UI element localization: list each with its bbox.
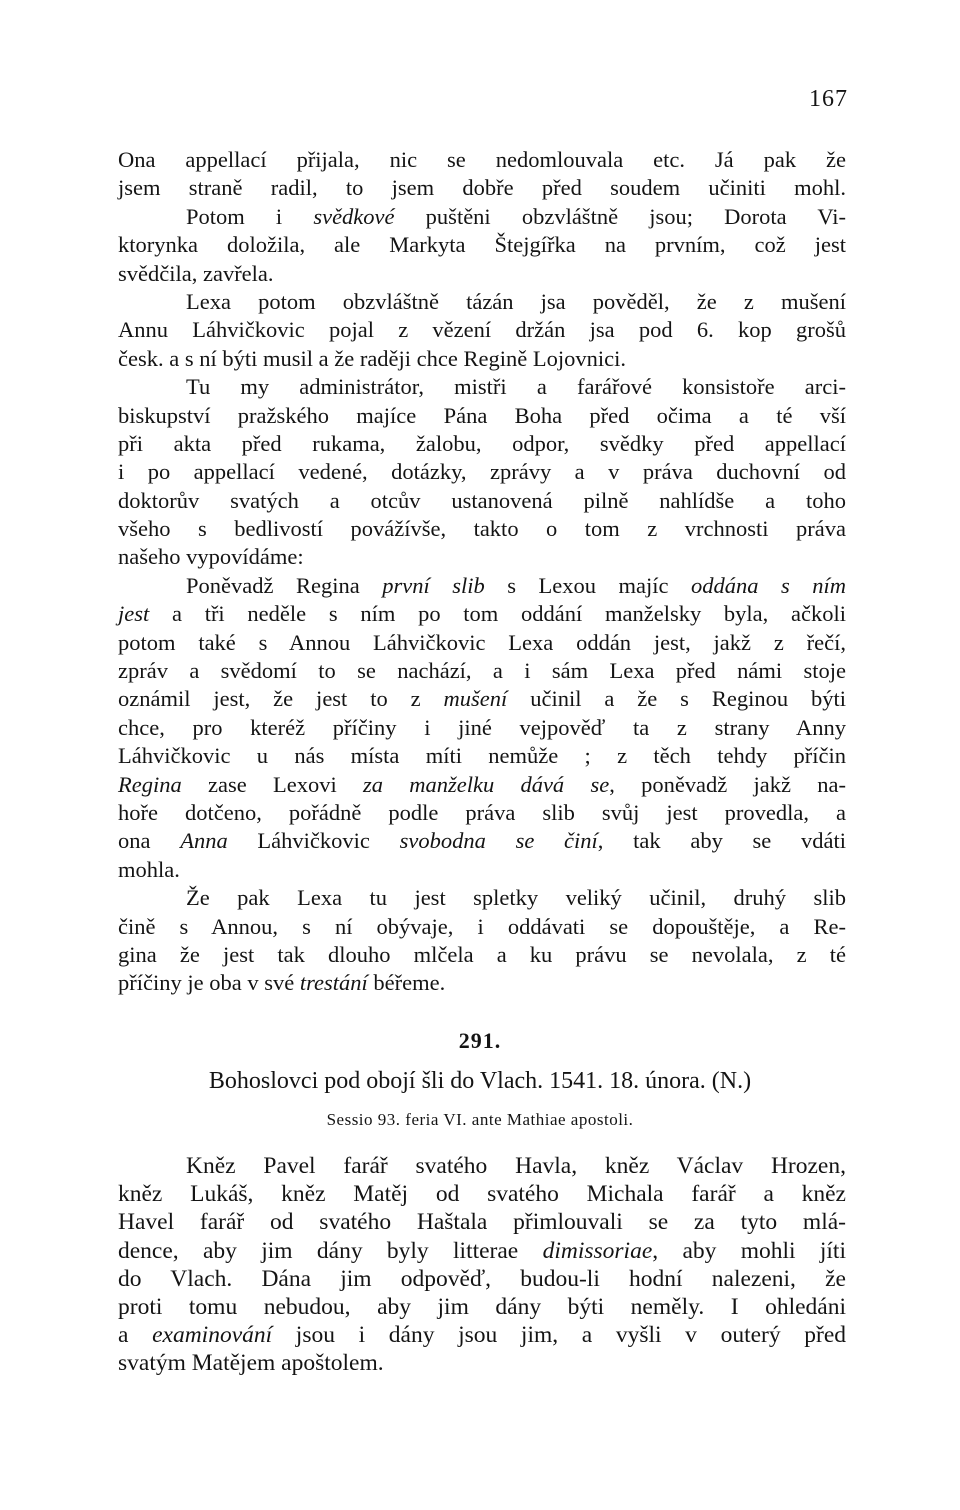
text-line: proti tomu nebudou, aby jim dány býti neměly. I ohledáni (118, 1293, 846, 1320)
text-line: příčiny je oba v své trestání béřeme. (118, 970, 446, 996)
text-line: chce, pro kteréž příčiny i jiné vejpověď ta z strany Anny (118, 714, 846, 740)
entry-text (118, 1152, 846, 1378)
text-line: všeho s bedlivostí povážívše, takto o tom z vrchnosti práva (118, 516, 846, 542)
text-line: našeho vypovídáme: (118, 544, 304, 570)
document-number: 291. (458, 1028, 502, 1053)
text-line: zpráv a svědomí to se nachází, a i sám Lexa před námi stoje (118, 658, 846, 684)
text-line: dence, aby jim dány byly litterae dimissoriae, aby mohli jíti (118, 1237, 846, 1264)
text-line: potom také s Annou Láhvičkovic Lexa oddán jest, jakž z řečí, (118, 629, 846, 655)
text-line: do Vlach. Dána jim odpověď, budou-li hodní nalezeni, že (118, 1265, 846, 1292)
text-line: čině s Annou, s ní obývaje, i oddávati se dopouštěje, a Re- (118, 913, 846, 939)
text-line: při akta před rukama, žalobu, odpor, svědky před appellací (118, 430, 846, 456)
text-line: jsem straně radil, to jsem dobře před soudem učiniti mohl. (118, 175, 846, 201)
text-line: a examinování jsou i dány jsou jim, a vyšli v outerý před (118, 1322, 846, 1349)
text-line: jest a tři neděle s ním po tom oddání manželsky byla, ačkoli (118, 601, 846, 627)
text-line: Havel farář od svatého Haštala přimlouvali se za tyto mlá- (118, 1209, 846, 1236)
text-line: Poněvadž Regina první slib s Lexou majíc oddána s ním (186, 572, 846, 598)
text-line: Že pak Lexa tu jest spletky veliký učinil, druhý slib (186, 885, 846, 911)
session-line: Sessio 93. feria VI. ante Mathiae apostoli. (326, 1110, 634, 1129)
text-line: česk. a s ní býti musil a že raději chce Regině Lojovnici. (118, 345, 626, 371)
page-number: 167 (809, 86, 848, 112)
text-line: svatým Matějem apoštolem. (118, 1350, 384, 1377)
text-line: ktorynka doložila, ale Markyta Štejgířka na prvním, což jest (118, 232, 846, 258)
text-line: mohla. (118, 856, 180, 882)
text-line: oznámil jest, že jest to z mušení učinil a že s Reginou býti (118, 686, 846, 712)
text-line: Láhvičkovic u nás místa míti nemůže ; z těch tehdy příčin (118, 743, 846, 769)
text-line: doktorův svatých a otcův ustanovená pilně nahlídše a toho (118, 487, 846, 513)
text-line: Lexa potom obzvláštně tázán jsa pověděl, že z mušení (186, 288, 846, 314)
text-line: kněz Lukáš, kněz Matěj od svatého Michala farář a kněz (118, 1181, 846, 1208)
text-line: gina že jest tak dlouho mlčela a ku právu se nevolala, z té (118, 941, 846, 967)
text-line: Ona appellací přijala, nic se nedomlouvala etc. Já pak že (118, 147, 846, 172)
text-line: hoře dotčeno, pořádně podle práva slib svůj jest provedla, a (118, 799, 846, 825)
text-line: i po appellací vedené, dotázky, zprávy a v práva duchovní od (118, 459, 846, 485)
entry-heading: Bohoslovci pod obojí šli do Vlach. 1541. 18. února. (N.) (208, 1068, 752, 1094)
text-line: svědčila, zavřela. (118, 260, 274, 286)
text-line: Tu my administrátor, mistři a farářové konsistoře arci- (186, 374, 846, 400)
text-line: Potom i svědkové puštěni obzvláštně jsou; Dorota Vi- (186, 203, 846, 229)
text-line: Kněz Pavel farář svatého Havla, kněz Václav Hrozen, (186, 1153, 846, 1179)
text-line: biskupství pražského majíce Pána Boha před očima a té vší (118, 402, 846, 428)
text-line: ona Anna Láhvičkovic svobodna se činí, tak aby se vdáti (118, 828, 846, 854)
text-line: Annu Láhvičkovic pojal z vězení držán jsa pod 6. kop grošů (118, 317, 846, 343)
text-line: Regina zase Lexovi za manželku dává se, poněvadž jakž na- (118, 771, 846, 797)
judgment-text (118, 146, 846, 998)
